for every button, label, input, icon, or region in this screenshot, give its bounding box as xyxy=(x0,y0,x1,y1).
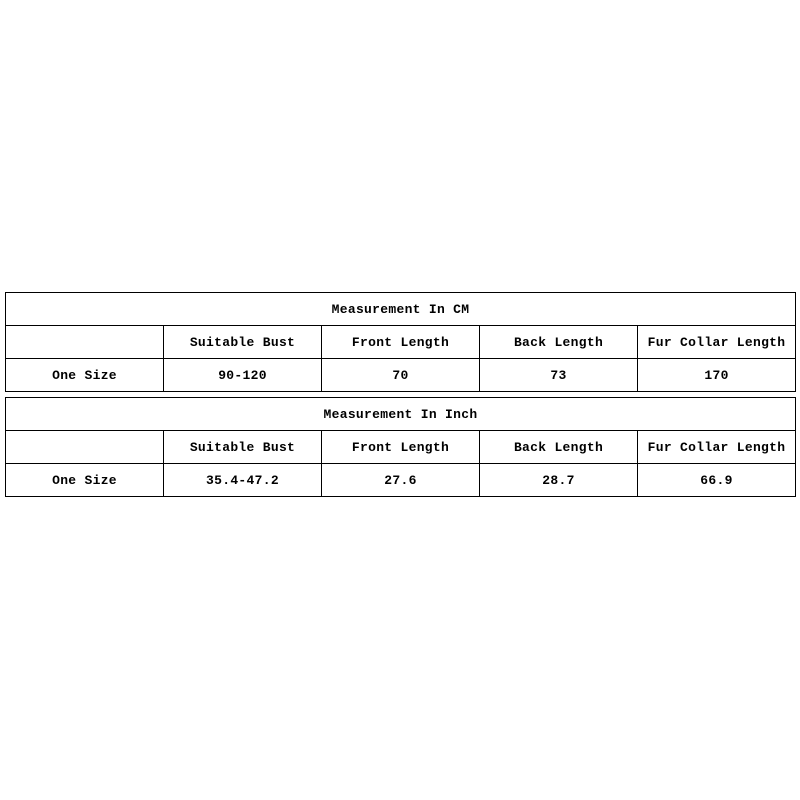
column-header-back-length: Back Length xyxy=(480,431,638,464)
column-header-front-length: Front Length xyxy=(322,326,480,359)
cell-suitable-bust: 35.4-47.2 xyxy=(164,464,322,497)
table-header-row xyxy=(6,326,796,359)
table-row xyxy=(6,359,796,392)
size-table-cm xyxy=(5,292,796,392)
column-header-suitable-bust: Suitable Bust xyxy=(164,431,322,464)
column-header-empty xyxy=(6,431,164,464)
cell-suitable-bust: 90-120 xyxy=(164,359,322,392)
cell-fur-collar-length: 66.9 xyxy=(638,464,796,497)
column-header-back-length: Back Length xyxy=(480,326,638,359)
column-header-empty xyxy=(6,326,164,359)
cell-fur-collar-length: 170 xyxy=(638,359,796,392)
row-label: One Size xyxy=(6,464,164,497)
column-header-fur-collar-length: Fur Collar Length xyxy=(638,431,796,464)
cell-back-length: 28.7 xyxy=(480,464,638,497)
column-header-fur-collar-length: Fur Collar Length xyxy=(638,326,796,359)
table-title: Measurement In CM xyxy=(6,293,796,326)
table-header-row xyxy=(6,431,796,464)
table-title-row xyxy=(6,398,796,431)
cell-front-length: 70 xyxy=(322,359,480,392)
row-label: One Size xyxy=(6,359,164,392)
cell-back-length: 73 xyxy=(480,359,638,392)
table-row xyxy=(6,464,796,497)
column-header-suitable-bust: Suitable Bust xyxy=(164,326,322,359)
table-title-row xyxy=(6,293,796,326)
size-table-inch xyxy=(5,397,796,497)
cell-front-length: 27.6 xyxy=(322,464,480,497)
table-title: Measurement In Inch xyxy=(6,398,796,431)
column-header-front-length: Front Length xyxy=(322,431,480,464)
